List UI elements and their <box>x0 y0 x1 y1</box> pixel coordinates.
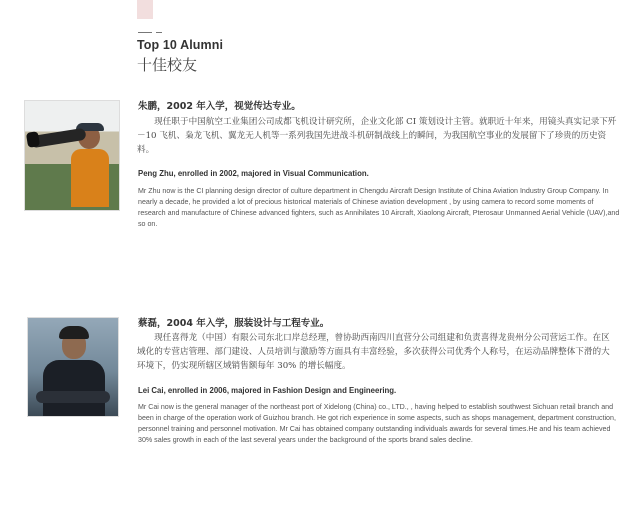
person-arms <box>36 391 110 403</box>
camera-lens-hood <box>26 131 40 148</box>
person-jacket <box>43 360 105 416</box>
alumnus-photo-peng-zhu <box>24 100 120 211</box>
person-hair <box>59 326 89 339</box>
alumnus-bio-en: Mr Zhu now is the CI planning design director of culture department in Chengdu Aircraft Design Institute of China Aviation Industry Group Company. In nearly a decade, he provided a lot of precious historical materials of Chinese aviation development , by using camera to record some moments of research and manufacture of Chinese advanced fighters, such as Annihilates 10 Aircraft, Xiaolong Aircraft, Pterosaur Unmanned Aerial Vehicle (UAV),and so on. <box>138 187 620 228</box>
top-tab-marker <box>137 0 153 19</box>
alumnus-bio-zh: 现任职于中国航空工业集团公司成都飞机设计研究所，企业文化部 CI 策划设计主管。就职近十年来，用镜头真实记录下歼－10 飞机、枭龙飞机、翼龙无人机等一系列我国先进战斗机研制战线上的瞬间，为我国航空事业的发展留下了珍贵的历史资料。 <box>137 117 617 155</box>
alumnus-heading-en: Peng Zhu, enrolled in 2002, majored in Visual Communication. <box>138 169 369 178</box>
section-title-en: Top 10 Alumni <box>137 38 224 52</box>
alumnus-bio-en: Mr Cai now is the general manager of the northeast port of Xidelong (China) co., LTD., , having helped to establish southwest Sichuan retail branch and been in charge of the operation work of Guizhou branch. He got rich experience in some aspects, such as shops management, department construction, personnel training and personnel motivation. Mr Cai has obtained company outstanding individuals awards for several times.He and his team achieved 30% sales growth in each of the last several years under the background of the sports brand sales decline. <box>138 403 616 444</box>
section-title-zh: 十佳校友 <box>137 56 198 74</box>
alumnus-heading-zh: 蔡磊，2004 年入学，服装设计与工程专业。 <box>138 318 330 329</box>
title-divider <box>138 32 152 33</box>
alumnus-heading-en: Lei Cai, enrolled in 2006, majored in Fashion Design and Engineering. <box>138 386 397 395</box>
alumnus-bio-zh: 现任喜得龙（中国）有限公司东北口岸总经理，曾协助西南四川直营分公司组建和负责喜得龙贵州分公司营运工作。在区域化的专营店管理、部门建设、人员培训与激励等方面具有丰富经验，多次获得公司优秀个人称号，在运动品牌整体下滑的大环境下，仍实现所辖区域销售额每年 30% 的增长幅度。 <box>137 333 610 371</box>
title-divider-short <box>156 32 162 33</box>
alumnus-heading-zh: 朱鹏，2002 年入学，视觉传达专业。 <box>138 101 301 112</box>
photographer-jacket <box>71 149 109 207</box>
alumnus-photo-lei-cai <box>27 317 119 417</box>
